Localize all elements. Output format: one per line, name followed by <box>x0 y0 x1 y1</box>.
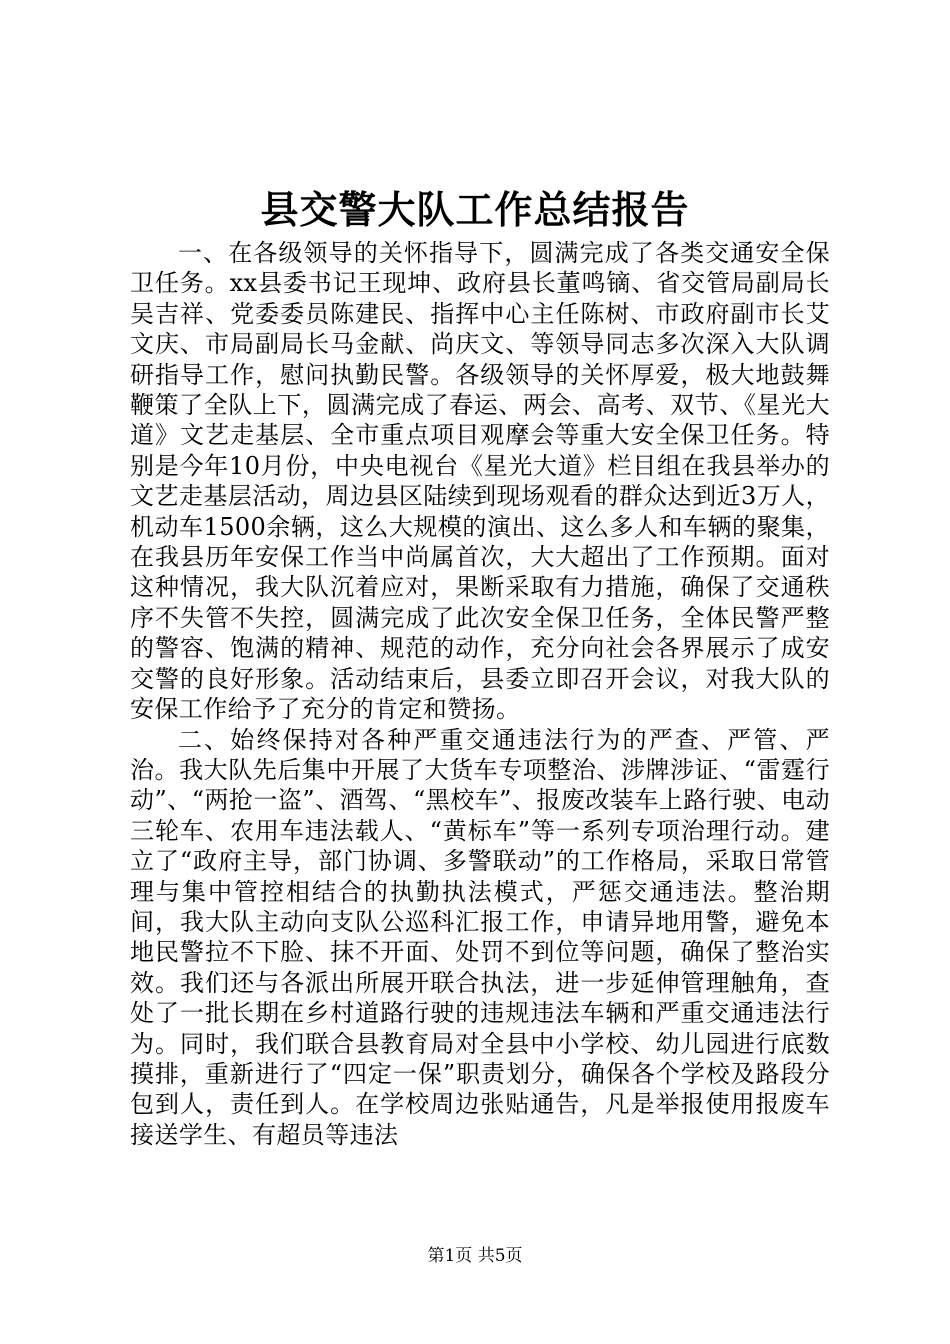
paragraph-1: 一、在各级领导的关怀指导下，圆满完成了各类交通安全保卫任务。xx县委书记王现坤、政府县长董鸣镝、省交管局副局长吴吉祥、党委委员陈建民、指挥中心主任陈树、市政府副市长艾文庆、市局副局长马金献、尚庆文、等领导同志多次深入大队调研指导工作，慰问执勤民警。各级领导的关怀厚爱，极大地鼓舞鞭策了全队上下，圆满完成了春运、两会、高考、双节、《星光大道》文艺走基层、全市重点项目观摩会等重大安全保卫任务。特别是今年10月份，中央电视台《星光大道》栏目组在我县举办的文艺走基层活动，周边县区陆续到现场观看的群众达到近3万人，机动车1500余辆，这么大规模的演出、这么多人和车辆的聚集，在我县历年安保工作当中尚属首次，大大超出了工作预期。面对这种情况，我大队沉着应对，果断采取有力措施，确保了交通秩序不失管不失控，圆满完成了此次安全保卫任务，全体民警严整的警容、饱满的精神、规范的动作，充分向社会各界展示了成安交警的良好形象。活动结束后，县委立即召开会议，对我大队的安保工作给予了充分的肯定和赞扬。 <box>130 239 830 724</box>
document-body <box>130 238 830 1150</box>
page-number-footer: 第1页 共5页 <box>427 1246 523 1266</box>
paragraph-2: 二、始终保持对各种严重交通违法行为的严查、严管、严治。我大队先后集中开展了大货车专项整治、涉牌涉证、“雷霆行动”、“两抢一盗”、酒驾、“黑校车”、报废改装车上路行驶、电动三轮车、农用车违法载人、“黄标车”等一系列专项治理行动。建立了“政府主导，部门协调、多警联动”的工作格局，采取日常管理与集中管控相结合的执勤执法模式，严惩交通违法。整治期间，我大队主动向支队公巡科汇报工作，申请异地用警，避免本地民警拉不下脸、抹不开面、处罚不到位等问题，确保了整治实效。我们还与各派出所展开联合执法，进一步延伸管理触角，查处了一批长期在乡村道路行驶的违规违法车辆和严重交通违法行为。同时，我们联合县教育局对全县中小学校、幼儿园进行底数摸排，重新进行了“四定一保”职责划分，确保各个学校及路段分包到人，责任到人。在学校周边张贴通告，凡是举报使用报废车接送学生、有超员等违法 <box>130 725 830 1149</box>
document-title: 县交警大队工作总结报告 <box>260 187 690 232</box>
